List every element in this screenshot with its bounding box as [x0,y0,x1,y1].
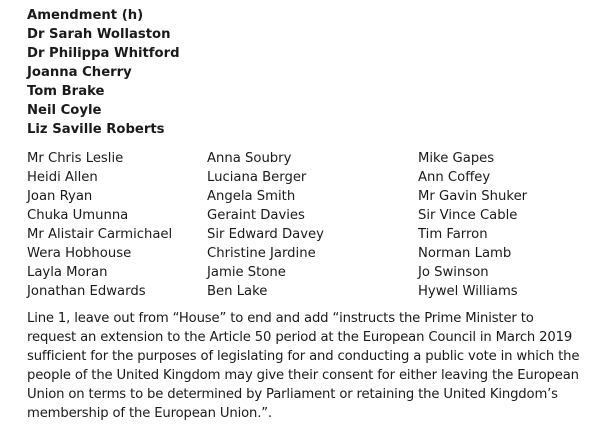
proposer-name: Joanna Cherry [27,65,132,80]
supporters-column-1 [27,149,172,301]
proposer-name: Neil Coyle [27,103,102,118]
supporter-name: Mike Gapes [418,151,495,166]
supporter-name: Mr Alistair Carmichael [27,227,173,242]
amendment-text-line: request an extension to the Article 50 period at the European Council in March 2019 [27,330,573,345]
supporter-name: Jamie Stone [207,265,286,280]
supporter-name: Joan Ryan [27,189,93,204]
supporter-name: Layla Moran [27,265,108,280]
proposer-name: Dr Sarah Wollaston [27,27,171,42]
amendment-text-line: Union on terms to be determined by Parliament or retaining the United Kingdom’s [27,387,558,402]
supporter-name: Christine Jardine [207,246,316,261]
supporter-name: Wera Hobhouse [27,246,132,261]
supporter-name: Mr Gavin Shuker [418,189,528,204]
proposer-name: Liz Saville Roberts [27,122,165,137]
supporter-name: Angela Smith [207,189,296,204]
supporter-name: Chuka Umunna [27,208,129,223]
supporter-name: Jo Swinson [418,265,489,280]
supporters-column-3 [418,149,527,301]
supporter-name: Tim Farron [418,227,488,242]
supporter-name: Luciana Berger [207,170,307,185]
supporter-name: Sir Edward Davey [207,227,324,242]
supporter-name: Sir Vince Cable [418,208,518,223]
supporter-name: Anna Soubry [207,151,292,166]
supporter-name: Hywel Williams [418,284,518,299]
supporters-list [27,149,600,301]
proposer-name: Tom Brake [27,84,105,99]
supporters-column-2 [207,149,324,301]
amendment-header [27,6,600,139]
supporter-name: Ann Coffey [418,170,491,185]
supporter-name: Geraint Davies [207,208,305,223]
amendment-text-line: people of the United Kingdom may give their consent for either leaving the European [27,368,579,383]
amendment-text-line: sufficient for the purposes of legislating for and conducting a public vote in which the [27,349,580,364]
supporter-name: Ben Lake [207,284,268,299]
amendment-text-line: membership of the European Union.”. [27,406,272,421]
amendment-body-text [27,309,595,423]
proposer-name: Dr Philippa Whitford [27,46,180,61]
supporter-name: Heidi Allen [27,170,98,185]
supporter-name: Jonathan Edwards [27,284,146,299]
amendment-text-line: Line 1, leave out from “House” to end and add “instructs the Prime Minister to [27,311,534,326]
supporter-name: Norman Lamb [418,246,512,261]
amendment-title: Amendment (h) [27,8,144,23]
supporter-name: Mr Chris Leslie [27,151,124,166]
